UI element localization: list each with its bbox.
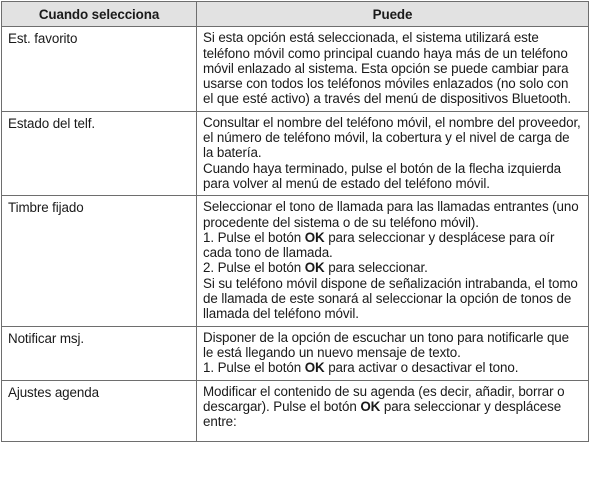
step-text: para seleccionar y desplácese para oír cada tono de llamada. bbox=[203, 229, 555, 261]
description-line: Consultar el nombre del teléfono móvil, el nombre del proveedor, el número de teléfono móvil, la cobertura y el nivel de carga de la batería. bbox=[203, 114, 581, 161]
description-line: Seleccionar el tono de llamada para las llamadas entrantes (uno procedente del sistema o de su teléfono móvil). bbox=[203, 199, 579, 230]
ok-button-label: OK bbox=[304, 260, 325, 276]
description-text: para seleccionar y desplácese entre: bbox=[203, 398, 562, 430]
table-header-row bbox=[2, 2, 589, 27]
description-line bbox=[203, 384, 582, 430]
step-line bbox=[203, 260, 582, 275]
setting-description bbox=[197, 27, 589, 111]
column-header-can: Puede bbox=[197, 2, 589, 27]
table-row bbox=[2, 326, 589, 380]
table-row bbox=[2, 27, 589, 111]
setting-description bbox=[197, 111, 589, 195]
description-line: Cuando haya terminado, pulse el botón de la flecha izquierda para volver al menú de estado del teléfono móvil. bbox=[203, 160, 562, 191]
ok-button-label: OK bbox=[304, 360, 325, 376]
step-text: 1. Pulse el botón bbox=[203, 360, 305, 376]
description-text: Modificar el contenido de su agenda (es decir, añadir, borrar o descargar). Pulse el botón bbox=[203, 383, 565, 414]
setting-name: Timbre fijado bbox=[2, 196, 197, 326]
step-line bbox=[203, 230, 582, 261]
step-text: 2. Pulse el botón bbox=[203, 260, 305, 276]
ok-button-label: OK bbox=[304, 229, 325, 245]
setting-name: Ajustes agenda bbox=[2, 380, 197, 441]
description-line: Si su teléfono móvil dispone de señalización intrabanda, el tomo de llamada de este sonará al seleccionar la opción de tonos de llamada del teléfono móvil. bbox=[203, 275, 578, 322]
setting-description bbox=[197, 196, 589, 326]
ok-button-label: OK bbox=[360, 398, 381, 414]
step-text: para seleccionar. bbox=[324, 260, 428, 276]
setting-name: Estado del telf. bbox=[2, 111, 197, 195]
setting-description bbox=[197, 326, 589, 380]
setting-description bbox=[197, 380, 589, 441]
step-line bbox=[203, 360, 582, 375]
table-row bbox=[2, 380, 589, 441]
setting-name: Est. favorito bbox=[2, 27, 197, 111]
column-header-when-selected: Cuando selecciona bbox=[2, 2, 197, 27]
step-text: 1. Pulse el botón bbox=[203, 229, 305, 245]
setting-name: Notificar msj. bbox=[2, 326, 197, 380]
description-line: Si esta opción está seleccionada, el sistema utilizará este teléfono móvil como principal cuando haya más de un teléfono móvil enlazado al sistema. Esta opción se puede cambiar para usarse con todos los teléfonos móviles enlazados (no solo con el que esté activo) a través del menú de dispositivos Bluetooth. bbox=[203, 30, 572, 107]
description-line: Disponer de la opción de escuchar un tono para notificarle que le está llegando un nuevo mensaje de texto. bbox=[203, 329, 570, 360]
phone-settings-table bbox=[1, 1, 589, 442]
table-row bbox=[2, 111, 589, 195]
step-text: para activar o desactivar el tono. bbox=[324, 360, 519, 376]
table-row bbox=[2, 196, 589, 326]
